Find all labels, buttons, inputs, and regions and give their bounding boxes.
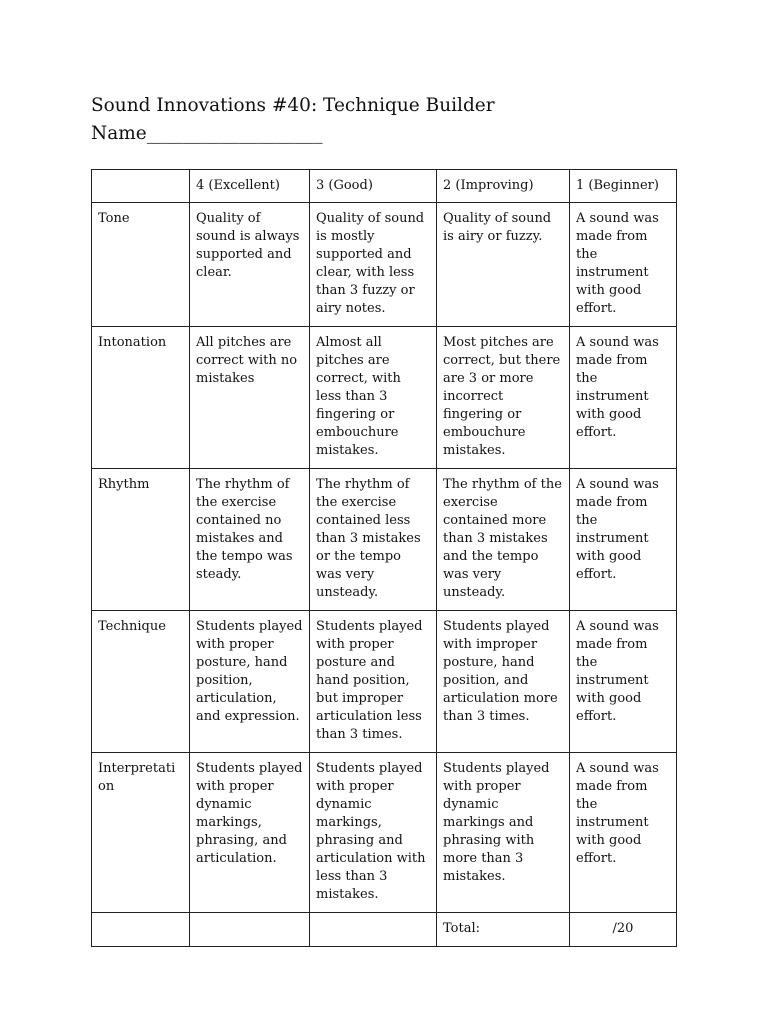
criteria-cell-good: Students played with proper dynamic markings, phrasing and articulation with less than 3 mistakes. [310, 753, 437, 913]
criteria-cell-excellent: Students played with proper posture, hand position, articulation, and expression. [190, 611, 310, 753]
category-cell: Interpretation [92, 753, 190, 913]
category-cell: Rhythm [92, 469, 190, 611]
criteria-cell-good: Quality of sound is mostly supported and clear, with less than 3 fuzzy or airy notes. [310, 203, 437, 327]
total-label: Total: [437, 913, 570, 947]
header-cell-empty [92, 170, 190, 203]
criteria-cell-good: The rhythm of the exercise contained less than 3 mistakes or the tempo was very unsteady. [310, 469, 437, 611]
criteria-cell-beginner: A sound was made from the instrument with good effort. [570, 611, 677, 753]
document-title: Sound Innovations #40: Technique Builder [91, 95, 495, 116]
category-cell: Tone [92, 203, 190, 327]
header-cell-improving: 2 (Improving) [437, 170, 570, 203]
name-field-label: Name___________________ [91, 123, 323, 144]
criteria-cell-improving: Quality of sound is airy or fuzzy. [437, 203, 570, 327]
criteria-cell-good: Almost all pitches are correct, with less than 3 fingering or embouchure mistakes. [310, 327, 437, 469]
criteria-cell-improving: The rhythm of the exercise contained more than 3 mistakes and the tempo was very unsteady. [437, 469, 570, 611]
total-empty-cell [190, 913, 310, 947]
criteria-cell-improving: Students played with improper posture, hand position, and articulation more than 3 times. [437, 611, 570, 753]
rubric-header-row [92, 170, 677, 203]
total-empty-cell [92, 913, 190, 947]
rubric-row-technique [92, 611, 677, 753]
rubric-row-rhythm [92, 469, 677, 611]
criteria-cell-beginner: A sound was made from the instrument with good effort. [570, 203, 677, 327]
rubric-row-intonation [92, 327, 677, 469]
rubric-row-interpretation [92, 753, 677, 913]
criteria-cell-beginner: A sound was made from the instrument with good effort. [570, 327, 677, 469]
criteria-cell-beginner: A sound was made from the instrument with good effort. [570, 469, 677, 611]
header-cell-beginner: 1 (Beginner) [570, 170, 677, 203]
header-cell-good: 3 (Good) [310, 170, 437, 203]
criteria-cell-excellent: All pitches are correct with no mistakes [190, 327, 310, 469]
rubric-table [91, 169, 677, 947]
criteria-cell-good: Students played with proper posture and hand position, but improper articulation less than 3 times. [310, 611, 437, 753]
rubric-total-row [92, 913, 677, 947]
header-cell-excellent: 4 (Excellent) [190, 170, 310, 203]
criteria-cell-improving: Students played with proper dynamic markings and phrasing with more than 3 mistakes. [437, 753, 570, 913]
criteria-cell-improving: Most pitches are correct, but there are 3 or more incorrect fingering or embouchure mistakes. [437, 327, 570, 469]
criteria-cell-excellent: Students played with proper dynamic markings, phrasing, and articulation. [190, 753, 310, 913]
category-cell: Intonation [92, 327, 190, 469]
criteria-cell-beginner: A sound was made from the instrument with good effort. [570, 753, 677, 913]
rubric-row-tone [92, 203, 677, 327]
total-empty-cell [310, 913, 437, 947]
criteria-cell-excellent: The rhythm of the exercise contained no mistakes and the tempo was steady. [190, 469, 310, 611]
criteria-cell-excellent: Quality of sound is always supported and clear. [190, 203, 310, 327]
category-cell: Technique [92, 611, 190, 753]
total-score: /20 [570, 913, 677, 947]
